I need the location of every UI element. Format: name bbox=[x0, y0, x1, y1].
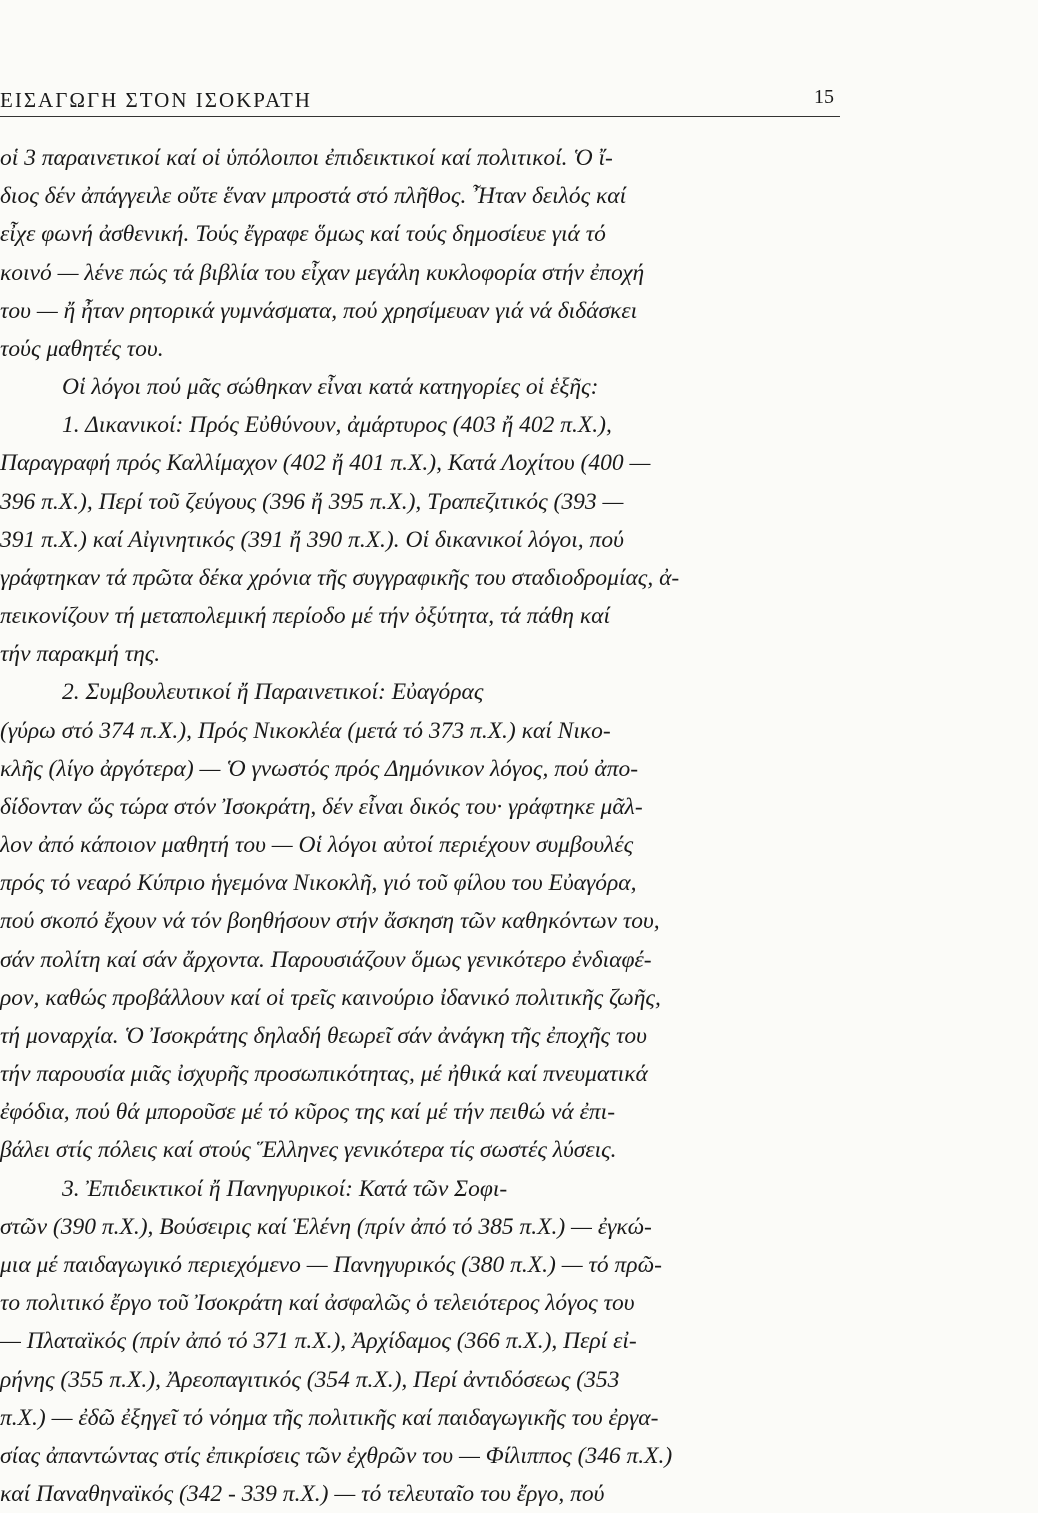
text-line: — Πλαταϊκός (πρίν ἀπό τό 371 π.Χ.), Ἀρχίδαμος (366 π.Χ.), Περί εἰ- bbox=[0, 1328, 637, 1355]
text-line: 2. Συμβουλευτικοί ἤ Παραινετικοί: Εὐαγόρας bbox=[62, 679, 484, 706]
page-number: 15 bbox=[814, 86, 834, 108]
text-line: γράφτηκαν τά πρῶτα δέκα χρόνια τῆς συγγραφικῆς του σταδιοδρομίας, ἀ- bbox=[0, 564, 680, 591]
text-line: 3. Ἐπιδεικτικοί ἤ Πανηγυρικοί: Κατά τῶν Σοφι- bbox=[62, 1175, 508, 1202]
text-line: οἱ 3 παραινετικοί καί οἱ ὑπόλοιποι ἐπιδεικτικοί καί πολιτικοί. Ὁ ἴ- bbox=[0, 145, 613, 171]
text-line: δίδονταν ὥς τώρα στόν Ἰσοκράτη, δέν εἶναι δικός του· γράφτηκε μᾶλ- bbox=[0, 793, 643, 820]
text-line: το πολιτικό ἔργο τοῦ Ἰσοκράτη καί ἀσφαλῶς ὁ τελειότερος λόγος του bbox=[0, 1290, 635, 1317]
text-line: βάλει στίς πόλεις καί στούς Ἕλληνες γενικότερα τίς σωστές λύσεις. bbox=[0, 1137, 617, 1164]
text-line: διος δέν ἀπάγγειλε οὔτε ἕναν μπροστά στό πλῆθος. Ἦταν δειλός καί bbox=[0, 183, 627, 210]
text-line: εἶχε φωνή ἀσθενική. Τούς ἔγραφε ὅμως καί τούς δημοσίευε γιά τό bbox=[0, 221, 606, 248]
text-line: ρον, καθώς προβάλλουν καί οἱ τρεῖς καινούριο ἰδανικό πολιτικῆς ζωῆς, bbox=[0, 984, 661, 1011]
text-line: στῶν (390 π.Χ.), Βούσειρις καί Ἑλένη (πρίν ἀπό τό 385 π.Χ.) — ἐγκώ- bbox=[0, 1213, 652, 1240]
text-line: τούς μαθητές του. bbox=[0, 335, 164, 362]
text-line: σίας ἀπαντώντας στίς ἐπικρίσεις τῶν ἐχθρῶν του — Φίλιππος (346 π.Χ.) bbox=[0, 1442, 673, 1469]
text-line: πού σκοπό ἔχουν νά τόν βοηθήσουν στήν ἄσκηση τῶν καθηκόντων του, bbox=[0, 908, 660, 935]
text-line: μια μέ παιδαγωγικό περιεχόμενο — Πανηγυρικός (380 π.Χ.) — τό πρῶ- bbox=[0, 1251, 662, 1278]
text-line: Οἱ λόγοι πού μᾶς σώθηκαν εἶναι κατά κατηγορίες οἱ ἑξῆς: bbox=[62, 374, 599, 401]
text-line: τήν παρουσία μιᾶς ἰσχυρῆς προσωπικότητας, μέ ἠθικά καί πνευματικά bbox=[0, 1061, 648, 1088]
text-line: 1. Δικανικοί: Πρός Εὐθύνουν, ἀμάρτυρος (403 ἤ 402 π.Χ.), bbox=[62, 412, 612, 439]
text-line: π.Χ.) — ἐδῶ ἐξηγεῖ τό νόημα τῆς πολιτικῆς καί παιδαγωγικῆς του ἐργα- bbox=[0, 1404, 659, 1431]
text-line: τή μοναρχία. Ὁ Ἰσοκράτης δηλαδή θεωρεῖ σάν ἀνάγκη τῆς ἐποχῆς του bbox=[0, 1022, 647, 1049]
text-line: του — ἤ ἦταν ρητορικά γυμνάσματα, πού χρησίμευαν γιά νά διδάσκει bbox=[0, 297, 638, 324]
body-text bbox=[0, 139, 846, 1513]
running-title: ΕΙΣΑΓΩΓΗ ΣΤΟΝ ΙΣΟΚΡΑΤΗ bbox=[0, 88, 312, 112]
text-line: 396 π.Χ.), Περί τοῦ ζεύγους (396 ἤ 395 π.Χ.), Τραπεζιτικός (393 — bbox=[0, 488, 624, 515]
text-line: τήν παρακμή της. bbox=[0, 641, 161, 668]
text-line: πρός τό νεαρό Κύπριο ἡγεμόνα Νικοκλῆ, γιό τοῦ φίλου του Εὐαγόρα, bbox=[0, 870, 637, 897]
text-line: σάν πολίτη καί σάν ἄρχοντα. Παρουσιάζουν ὅμως γενικότερο ἐνδιαφέ- bbox=[0, 946, 652, 973]
text-line: ἐφόδια, πού θά μποροῦσε μέ τό κῦρος της καί μέ τήν πειθώ νά ἐπι- bbox=[0, 1099, 616, 1126]
text-line: λον ἀπό κάποιον μαθητή του — Οἱ λόγοι αὐτοί περιέχουν συμβουλές bbox=[0, 832, 634, 859]
text-line: κοινό — λένε πώς τά βιβλία του εἶχαν μεγάλη κυκλοφορία στήν ἐποχή bbox=[0, 259, 645, 286]
text-line: πεικονίζουν τή μεταπολεμική περίοδο μέ τήν ὀξύτητα, τά πάθη καί bbox=[0, 603, 610, 630]
text-line: 391 π.Χ.) καί Αἰγινητικός (391 ἤ 390 π.Χ.). Οἱ δικανικοί λόγοι, πού bbox=[0, 526, 624, 553]
page-header bbox=[0, 82, 840, 117]
text-line: κλῆς (λίγο ἀργότερα) — Ὁ γνωστός πρός Δημόνικον λόγος, πού ἀπο- bbox=[0, 755, 639, 782]
text-line: καί Παναθηναϊκός (342 - 339 π.Χ.) — τό τελευταῖο του ἔργο, πού bbox=[0, 1481, 605, 1508]
text-line: ρήνης (355 π.Χ.), Ἀρεοπαγιτικός (354 π.Χ.), Περί ἀντιδόσεως (353 bbox=[0, 1366, 620, 1393]
text-line: (γύρω στό 374 π.Χ.), Πρός Νικοκλέα (μετά τό 373 π.Χ.) καί Νικο- bbox=[0, 717, 611, 744]
text-line: Παραγραφή πρός Καλλίμαχον (402 ἤ 401 π.Χ.), Κατά Λοχίτου (400 — bbox=[0, 450, 651, 477]
